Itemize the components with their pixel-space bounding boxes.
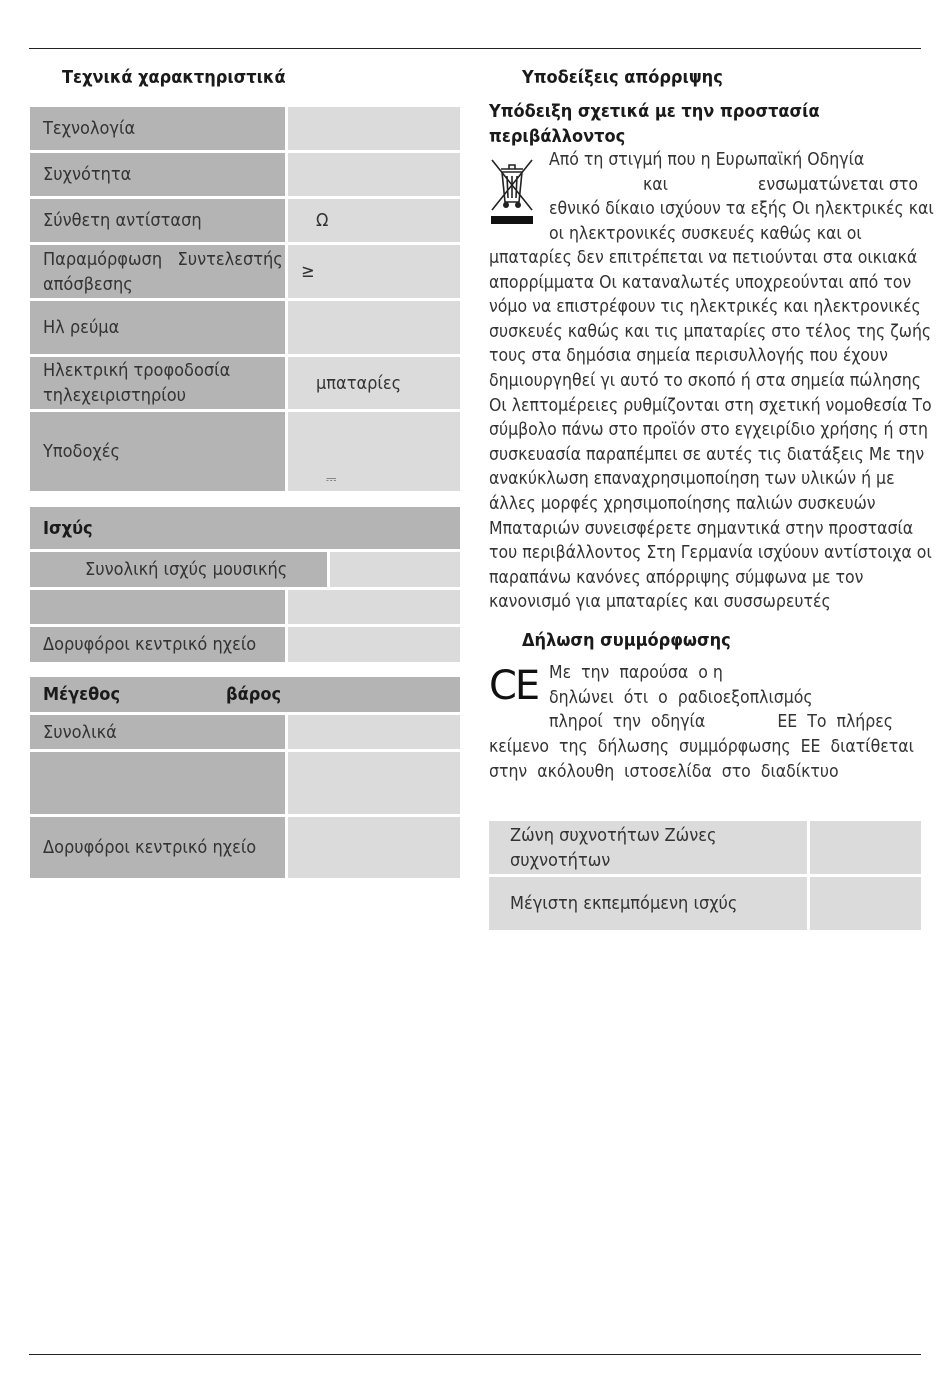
text-line: σύμβολο πάνω στο προϊόν στο εγχειρίδιο χρήσης ή στη [489, 420, 928, 441]
disposal-heading: Υποδείξεις απόρριψης [522, 67, 723, 88]
text-line [549, 173, 921, 198]
env-heading [489, 99, 820, 149]
spec-label: Υποδοχές [30, 412, 285, 491]
spec-value [288, 153, 460, 196]
size-label: Δορυφόροι κεντρικό ηχείο [30, 817, 285, 878]
power-value [288, 590, 460, 624]
spec-value [288, 301, 460, 354]
text-line: δημιουργηθεί γι αυτό το σκοπό ή στα σημεία πώλησης [489, 370, 921, 391]
size-heading-right: βάρος [226, 684, 282, 705]
spec-label: Συχνότητα [30, 153, 285, 196]
power-table [30, 507, 460, 662]
power-value [288, 627, 460, 662]
table-row [30, 199, 460, 242]
ce-mark-text: CE [489, 663, 539, 709]
table-row [30, 301, 460, 354]
text-fragment: πληροί την οδηγία [549, 712, 706, 733]
ce-mark-icon [489, 662, 538, 710]
spec-value: μπαταρίες [288, 357, 460, 409]
text-line: εθνικό δίκαιο ισχύουν τα εξής Οι ηλεκτρικές και [549, 199, 934, 220]
env-text [549, 148, 934, 246]
spec-label-line: απόσβεσης [43, 273, 133, 295]
power-heading: Ισχύς [30, 507, 460, 549]
text-line: τους στα δημόσια σημεία περισυλλογής που έχουν [489, 346, 888, 367]
table-row [30, 590, 460, 624]
text-line: Μπαταριών συνεισφέρετε σημαντικά στην προστασία [489, 518, 914, 539]
text-line: Από τη στιγμή που η Ευρωπαϊκή Οδηγία [549, 150, 865, 170]
spec-label [30, 245, 285, 298]
conformity-heading: Δήλωση συμμόρφωσης [522, 630, 731, 651]
power-value [330, 552, 460, 587]
spec-value: Ω [288, 199, 460, 242]
spec-label: Σύνθετη αντίσταση [30, 199, 285, 242]
spec-value [288, 412, 460, 491]
table-row [30, 153, 460, 196]
text-line: άλλες μορφές χρησιμοποίησης παλιών συσκευών [489, 493, 876, 514]
power-label [30, 590, 285, 624]
text-line: του περιβάλλοντος Στη Γερμανία ισχύουν αντίστοιχα οι [489, 543, 932, 564]
text-line: νόμο να επιστρέφουν τις ηλεκτρικές και ηλεκτρονικές [489, 297, 921, 318]
size-label [30, 752, 285, 814]
text-line: Οι λεπτομέρειες ρυθμίζονται στη σχετική νομοθεσία Το [489, 395, 932, 416]
text-line: συσκευές καθώς και τις μπαταρίες στο τέλος της ζωής [489, 321, 932, 342]
spec-value [288, 107, 460, 150]
power-label: Συνολική ισχύς μουσικής [30, 552, 327, 587]
env-heading-line: Υπόδειξη σχετικά με την προστασία [489, 101, 820, 122]
text-line: μπαταρίες δεν επιτρέπεται να πετιούνται στα οικιακά [489, 248, 918, 268]
text-fragment: ενσωματώνεται στο [757, 174, 918, 195]
radio-table [489, 821, 921, 930]
weee-bin-icon [489, 156, 535, 228]
power-label: Δορυφόροι κεντρικό ηχείο [30, 627, 285, 662]
env-text-body [489, 246, 932, 615]
env-heading-line: περιβάλλοντος [489, 126, 626, 147]
size-table [30, 677, 460, 878]
size-value [288, 752, 460, 814]
text-fragment: ΕΕ Το πλήρες [777, 712, 893, 733]
table-row [30, 357, 460, 409]
top-rule [29, 48, 921, 49]
spec-label [30, 357, 285, 409]
size-value [288, 817, 460, 878]
table-row [30, 627, 460, 662]
table-row [30, 715, 460, 749]
text-line: παραπάνω κανόνες απόρριψης σύμφωνα με τον [489, 567, 864, 588]
table-row [30, 412, 460, 491]
text-line: απορρίμματα Οι καταναλωτές υποχρεούνται από τον [489, 272, 912, 293]
text-line: οι ηλεκτρονικές συσκευές καθώς και οι [549, 223, 862, 244]
radio-label: Μέγιστη εκπεμπόμενη ισχύς [489, 877, 807, 930]
specs-table [30, 107, 460, 491]
dc-symbol: ⎓ [326, 472, 337, 487]
spec-label: Τεχνολογία [30, 107, 285, 150]
size-heading [30, 677, 460, 712]
conformity-text [549, 661, 921, 735]
radio-value [810, 821, 921, 874]
size-label: Συνολικά [30, 715, 285, 749]
text-fragment: και [643, 174, 668, 195]
spec-label-line: Παραμόρφωση Συντελεστής [43, 248, 283, 270]
text-line: κανονισμό για μπαταρίες και συσσωρευτές [489, 592, 831, 613]
radio-label: Ζώνη συχνοτήτων Ζώνες συχνοτήτων [489, 821, 807, 874]
radio-value [810, 877, 921, 930]
bottom-rule [29, 1354, 921, 1355]
table-row [489, 877, 921, 930]
conformity-text-body [489, 735, 921, 784]
text-line: κείμενο της δήλωσης συμμόρφωσης ΕΕ διατίθεται [489, 737, 914, 757]
text-line: συσκευασία παραπέμπει σε αυτές τις διατάξεις Με την [489, 444, 925, 465]
text-line [549, 710, 921, 735]
table-row [30, 752, 460, 814]
table-row [30, 817, 460, 878]
text-line: Με την παρούσα ο η [549, 663, 723, 683]
size-heading-left: Μέγεθος [43, 684, 121, 705]
size-value [288, 715, 460, 749]
spec-label-line: Ηλεκτρική τροφοδοσία [43, 360, 231, 381]
specs-heading: Τεχνικά χαρακτηριστικά [62, 67, 286, 88]
spec-value: ≥ [288, 245, 460, 298]
table-row [30, 552, 460, 587]
table-row [30, 245, 460, 298]
table-row [30, 107, 460, 150]
table-row [489, 821, 921, 874]
text-line: στην ακόλουθη ιστοσελίδα στο διαδίκτυο [489, 761, 839, 782]
spec-label: Ηλ ρεύμα [30, 301, 285, 354]
text-line: ανακύκλωση επαναχρησιμοποίηση των υλικών ή με [489, 469, 895, 490]
spec-label-line: τηλεχειριστηρίου [43, 385, 186, 406]
text-line: δηλώνει ότι ο ραδιοεξοπλισμός [549, 687, 813, 708]
